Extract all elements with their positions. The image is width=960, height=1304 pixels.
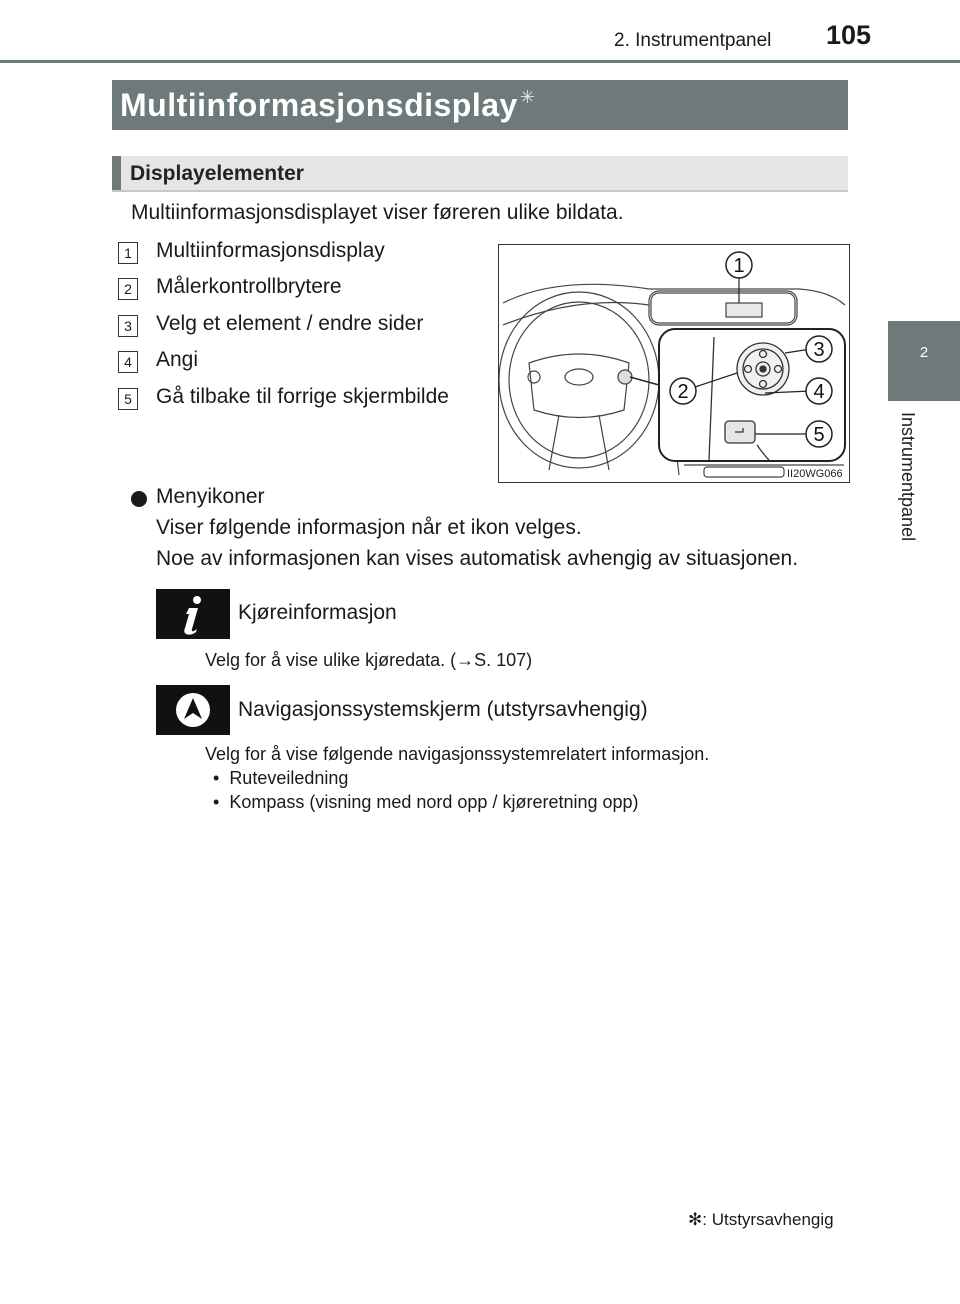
item-label: Angi [156, 348, 199, 371]
item-number: 1 [118, 242, 138, 264]
nav-bullet-1: • Ruteveiledning [213, 768, 349, 788]
callout-3: 3 [813, 339, 825, 361]
figure-code: II20WG066 [787, 468, 843, 480]
side-tab-label: Instrumentpanel [898, 412, 918, 542]
steering-wheel-illustration [498, 244, 850, 483]
callout-5: 5 [813, 424, 825, 446]
menu-line-1: Viser følgende informasjon når et ikon velges. [156, 516, 582, 539]
subsection-title-bar [112, 156, 848, 192]
navigation-desc: Velg for å vise følgende navigasjonssystemrelatert informasjon. [205, 744, 710, 764]
list-item [118, 312, 478, 342]
menu-heading: Menyikoner [156, 485, 265, 508]
callout-4: 4 [813, 381, 825, 403]
optional-mark: ✳ [519, 87, 536, 107]
item-label: Velg et element / endre sider [156, 312, 424, 335]
list-item [118, 348, 478, 378]
navigation-arrow-icon [156, 685, 230, 735]
subsection-title: Displayelementer [130, 162, 304, 185]
item-label: Målerkontrollbrytere [156, 275, 342, 298]
page-number: 105 [826, 20, 872, 50]
item-number: 2 [118, 278, 138, 300]
driving-info-desc: Velg for å vise ulike kjøredata. (→S. 107) [205, 650, 533, 670]
asterisk-icon: ✻ [688, 1210, 703, 1229]
item-label: Gå tilbake til forrige skjermbilde [156, 385, 449, 408]
callout-1: 1 [733, 255, 745, 277]
illustration-svg [499, 245, 849, 482]
item-number: 4 [118, 351, 138, 373]
header-rule [0, 60, 960, 63]
chapter-header: 2. Instrumentpanel [614, 30, 772, 51]
intro-text: Multiinformasjonsdisplayet viser føreren ulike bildata. [131, 201, 624, 224]
subsection-marker [112, 156, 121, 190]
callout-2: 2 [677, 381, 689, 403]
chapter-side-tab[interactable] [888, 321, 960, 401]
section-title: Multiinformasjonsdisplay ✳ [120, 87, 536, 123]
menu-line-2: Noe av informasjonen kan vises automatisk avhengig av situasjonen. [156, 547, 799, 570]
navigation-label: Navigasjonssystemskjerm (utstyrsavhengig) [238, 698, 648, 721]
bullet-dot [131, 491, 147, 507]
list-item [118, 275, 478, 305]
footnote: ✻: Utstyrsavhengig [688, 1210, 834, 1229]
list-item [118, 385, 478, 415]
side-tab-number: 2 [919, 344, 929, 361]
driving-info-label: Kjøreinformasjon [238, 601, 397, 624]
item-label: Multiinformasjonsdisplay [156, 239, 385, 262]
info-icon [156, 589, 230, 639]
arrow-right-icon: → [456, 650, 475, 670]
item-number: 3 [118, 315, 138, 337]
list-item [118, 239, 478, 269]
nav-bullet-2: • Kompass (visning med nord opp / kjøreretning opp) [213, 792, 639, 812]
section-title-bar [112, 80, 848, 130]
item-number: 5 [118, 388, 138, 410]
